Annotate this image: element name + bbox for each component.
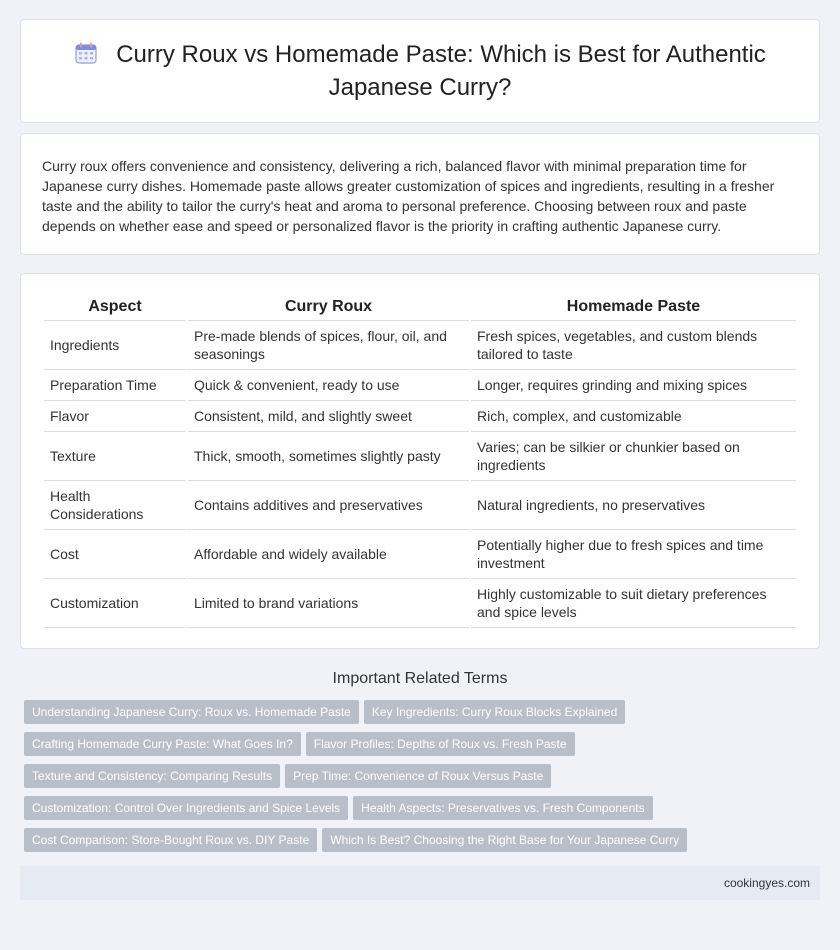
related-term-tag[interactable]: Flavor Profiles: Depths of Roux vs. Fresh Paste: [306, 732, 575, 756]
table-cell: Affordable and widely available: [188, 530, 469, 579]
table-header-row: [44, 290, 796, 321]
table-cell: Customization: [44, 579, 186, 628]
related-terms-list: [24, 700, 820, 860]
table-cell: Potentially higher due to fresh spices and time investment: [471, 530, 796, 579]
related-terms-heading: Important Related Terms: [332, 670, 508, 687]
footer-site-name: cookingyes.com: [723, 876, 810, 890]
table-row: [44, 370, 796, 401]
table-cell: Natural ingredients, no preservatives: [471, 481, 796, 530]
table-cell: Consistent, mild, and slightly sweet: [188, 401, 469, 432]
related-term-tag[interactable]: Customization: Control Over Ingredients and Spice Levels: [24, 796, 348, 820]
summary-text: Curry roux offers convenience and consistency, delivering a rich, balanced flavor with minimal preparation time for Japanese curry dishes. Homemade paste allows greater customization of spices and ingredients, resulting in a fresher taste and the ability to tailor the curry's heat and aroma to personal preference. Choosing between roux and paste depends on whether ease and speed or personalized flavor is the priority in crafting authentic Japanese curry.: [42, 158, 775, 234]
related-term-tag[interactable]: Understanding Japanese Curry: Roux vs. Homemade Paste: [24, 700, 359, 724]
table-cell: Thick, smooth, sometimes slightly pasty: [188, 432, 469, 481]
related-term-tag[interactable]: Which Is Best? Choosing the Right Base for Your Japanese Curry: [322, 828, 687, 852]
table-row: [44, 579, 796, 628]
header-card: [20, 19, 820, 123]
related-term-tag[interactable]: Texture and Consistency: Comparing Results: [24, 764, 280, 788]
page-title: [51, 40, 789, 103]
table-row: [44, 401, 796, 432]
related-term-tag[interactable]: Health Aspects: Preservatives vs. Fresh Components: [353, 796, 652, 820]
calendar-icon: [74, 41, 98, 73]
table-cell: Varies; can be silkier or chunkier based on ingredients: [471, 432, 796, 481]
table-cell: Contains additives and preservatives: [188, 481, 469, 530]
table-cell: Pre-made blends of spices, flour, oil, and seasonings: [188, 321, 469, 370]
table-row: [44, 321, 796, 370]
related-term-tag[interactable]: Crafting Homemade Curry Paste: What Goes In?: [24, 732, 301, 756]
table-cell: Rich, complex, and customizable: [471, 401, 796, 432]
table-cell: Texture: [44, 432, 186, 481]
table-cell: Quick & convenient, ready to use: [188, 370, 469, 401]
table-row: [44, 432, 796, 481]
summary-card: [20, 133, 820, 255]
table-cell: Highly customizable to suit dietary preferences and spice levels: [471, 579, 796, 628]
table-cell: Cost: [44, 530, 186, 579]
column-header: Aspect: [44, 290, 186, 321]
column-header: Curry Roux: [188, 290, 469, 321]
table-cell: Ingredients: [44, 321, 186, 370]
table-cell: Longer, requires grinding and mixing spices: [471, 370, 796, 401]
table-cell: Fresh spices, vegetables, and custom blends tailored to taste: [471, 321, 796, 370]
related-term-tag[interactable]: Prep Time: Convenience of Roux Versus Paste: [285, 764, 551, 788]
table-cell: Flavor: [44, 401, 186, 432]
comparison-table: [42, 290, 798, 628]
table-cell: Health Considerations: [44, 481, 186, 530]
related-term-tag[interactable]: Key Ingredients: Curry Roux Blocks Explained: [364, 700, 625, 724]
footer: [20, 866, 820, 900]
table-cell: Limited to brand variations: [188, 579, 469, 628]
comparison-table-card: [20, 273, 820, 649]
table-row: [44, 481, 796, 530]
table-row: [44, 530, 796, 579]
page-title-text: Curry Roux vs Homemade Paste: Which is Best for Authentic Japanese Curry?: [116, 40, 766, 101]
column-header: Homemade Paste: [471, 290, 796, 321]
related-term-tag[interactable]: Cost Comparison: Store-Bought Roux vs. DIY Paste: [24, 828, 317, 852]
table-cell: Preparation Time: [44, 370, 186, 401]
